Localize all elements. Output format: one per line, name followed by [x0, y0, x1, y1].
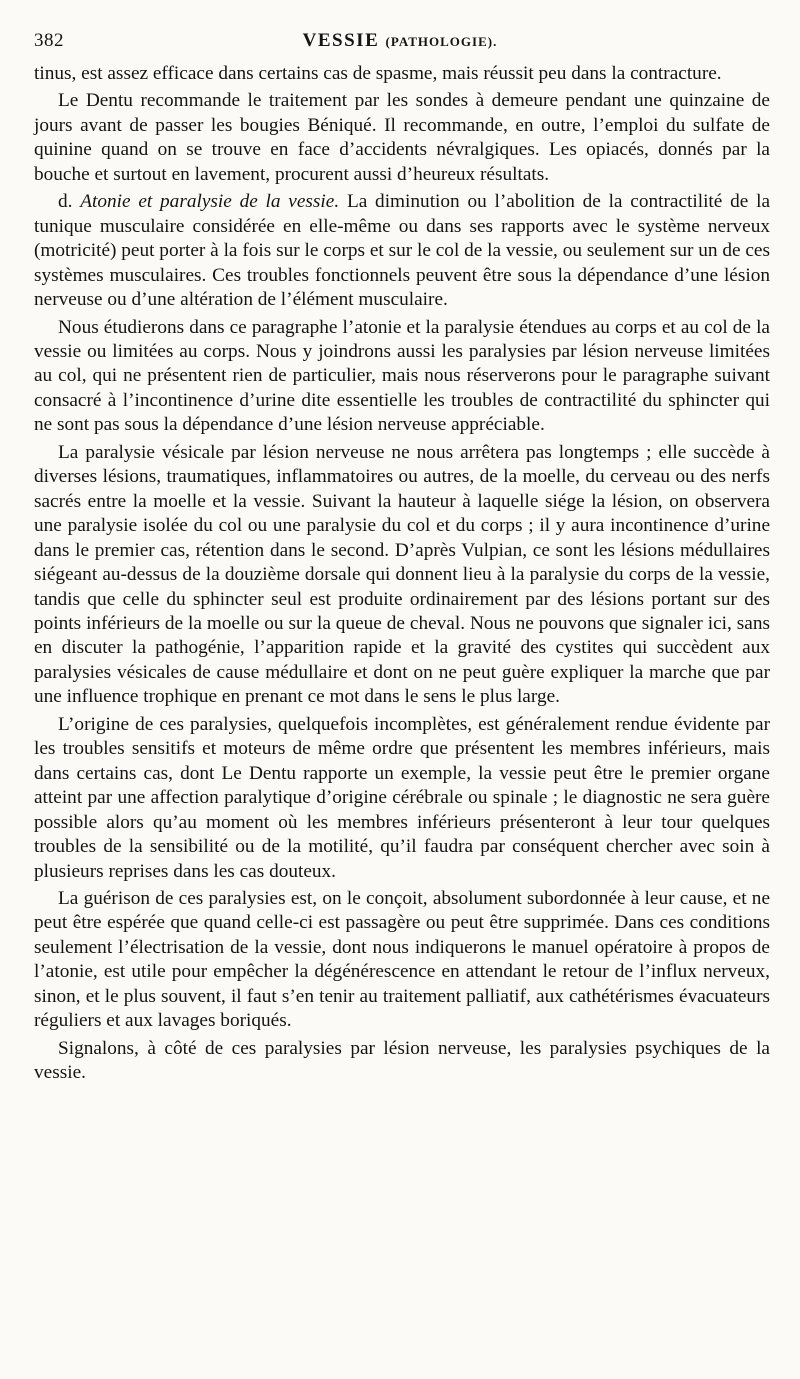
page-number: 382	[34, 30, 64, 51]
paragraph: tinus, est assez efficace dans certains cas de spasme, mais réussit peu dans la contracture.	[34, 63, 722, 84]
paragraph: L’origine de ces paralysies, quelquefois incomplètes, est généralement rendue évidente par les troubles sensitifs et moteurs de même ordre que présentent les membres inférieurs, mais dans certains cas, dont Le Dentu rapporte un exemple, la vessie peut être le premier organe atteint par une affection paralytique d’origine cérébrale ou spinale ; le diagnostic ne sera guère possible alors qu’au moment où les membres inférieurs présenteront à leur tour quelques troubles de la sensibilité ou de la motilité, qu’il faudra par conséquent chercher avec soin à plusieurs reprises dans les cas douteux.	[34, 713, 770, 882]
paragraph: Nous étudierons dans ce paragraphe l’atonie et la paralysie étendues au corps et au col de la vessie ou limitées au corps. Nous y joindrons aussi les paralysies par lésion nerveuse limitées au col, qui ne présentent rien de particulier, mais nous réserverons pour le paragraphe suivant consacré à l’incontinence d’urine dite essentielle les troubles de contractilité du sphincter qui ne sont pas sous la dépendance d’une lésion nerveuse appréciable.	[34, 316, 770, 436]
page-header	[34, 30, 766, 60]
running-title-main: VESSIE	[302, 30, 380, 51]
section-letter: d.	[58, 191, 73, 213]
section-text: La diminution ou l’abolition de la contractilité de la tunique musculaire considérée en elle-même ou dans ses rapports avec le système nerveux (motricité) peut porter à la fois sur le corps et sur le col de la vessie, ou seulement sur un de ces systèmes musculaires. Ces troubles fonctionnels peuvent être sous la dépendance d’une lésion nerveuse ou d’une altération de l’élément musculaire.	[34, 191, 770, 311]
paragraph: Signalons, à côté de ces paralysies par lésion nerveuse, les paralysies psychiques de la vessie.	[34, 1037, 770, 1084]
paragraph: La guérison de ces paralysies est, on le conçoit, absolument subordonnée à leur cause, et ne peut être espérée que quand celle-ci est passagère ou peut être supprimée. Dans ces conditions seulement l’électrisation de la vessie, dont nous indiquerons le manuel opératoire à propos de l’atonie, est utile pour empêcher la dégénérescence en attendant le retour de l’influx nerveux, sinon, et le plus souvent, il faut s’en tenir au traitement palliatif, aux cathétérismes évacuateurs réguliers et aux lavages boriqués.	[34, 887, 770, 1032]
running-title-section: (PATHOLOGIE).	[385, 34, 498, 49]
paragraph-section-heading	[34, 190, 770, 312]
page-body	[34, 62, 770, 1086]
paragraph: Le Dentu recommande le traitement par les sondes à demeure pendant une quinzaine de jours avant de passer les bougies Béniqué. Il recommande, en outre, l’emploi du sulfate de quinine quand on se trouve en face d’accidents névralgiques. Les opiacés, donnés par la bouche et surtout en lavement, procurent aussi d’heureux résultats.	[34, 90, 770, 185]
running-title	[34, 30, 766, 52]
section-title: Atonie et paralysie de la vessie.	[80, 191, 340, 213]
paragraph: La paralysie vésicale par lésion nerveuse ne nous arrêtera pas longtemps ; elle succède à diverses lésions, traumatiques, inflammatoires ou autres, de la moelle, du cerveau ou des nerfs sacrés entre la moelle et la vessie. Suivant la hauteur à laquelle siége la lésion, on observera une paralysie isolée du col ou une paralysie du col et du corps ; il y aura incontinence d’urine dans le premier cas, rétention dans le second. D’après Vulpian, ce sont les lésions médullaires siégeant au-dessus de la douzième dorsale qui donnent lieu à la paralysie du corps de la vessie, tandis que celle du sphincter seul est produite ordinairement par des lésions portant sur des points inférieurs de la moelle ou sur la queue de cheval. Nous ne pouvons que signaler ici, sans en discuter la pathogénie, l’apparition rapide et la gravité des cystites qui succèdent aux paralysies vésicales de cause médullaire et dont on ne peut guère expliquer la marche que par une influence trophique en prenant ce mot dans le sens le plus large.	[34, 441, 770, 708]
